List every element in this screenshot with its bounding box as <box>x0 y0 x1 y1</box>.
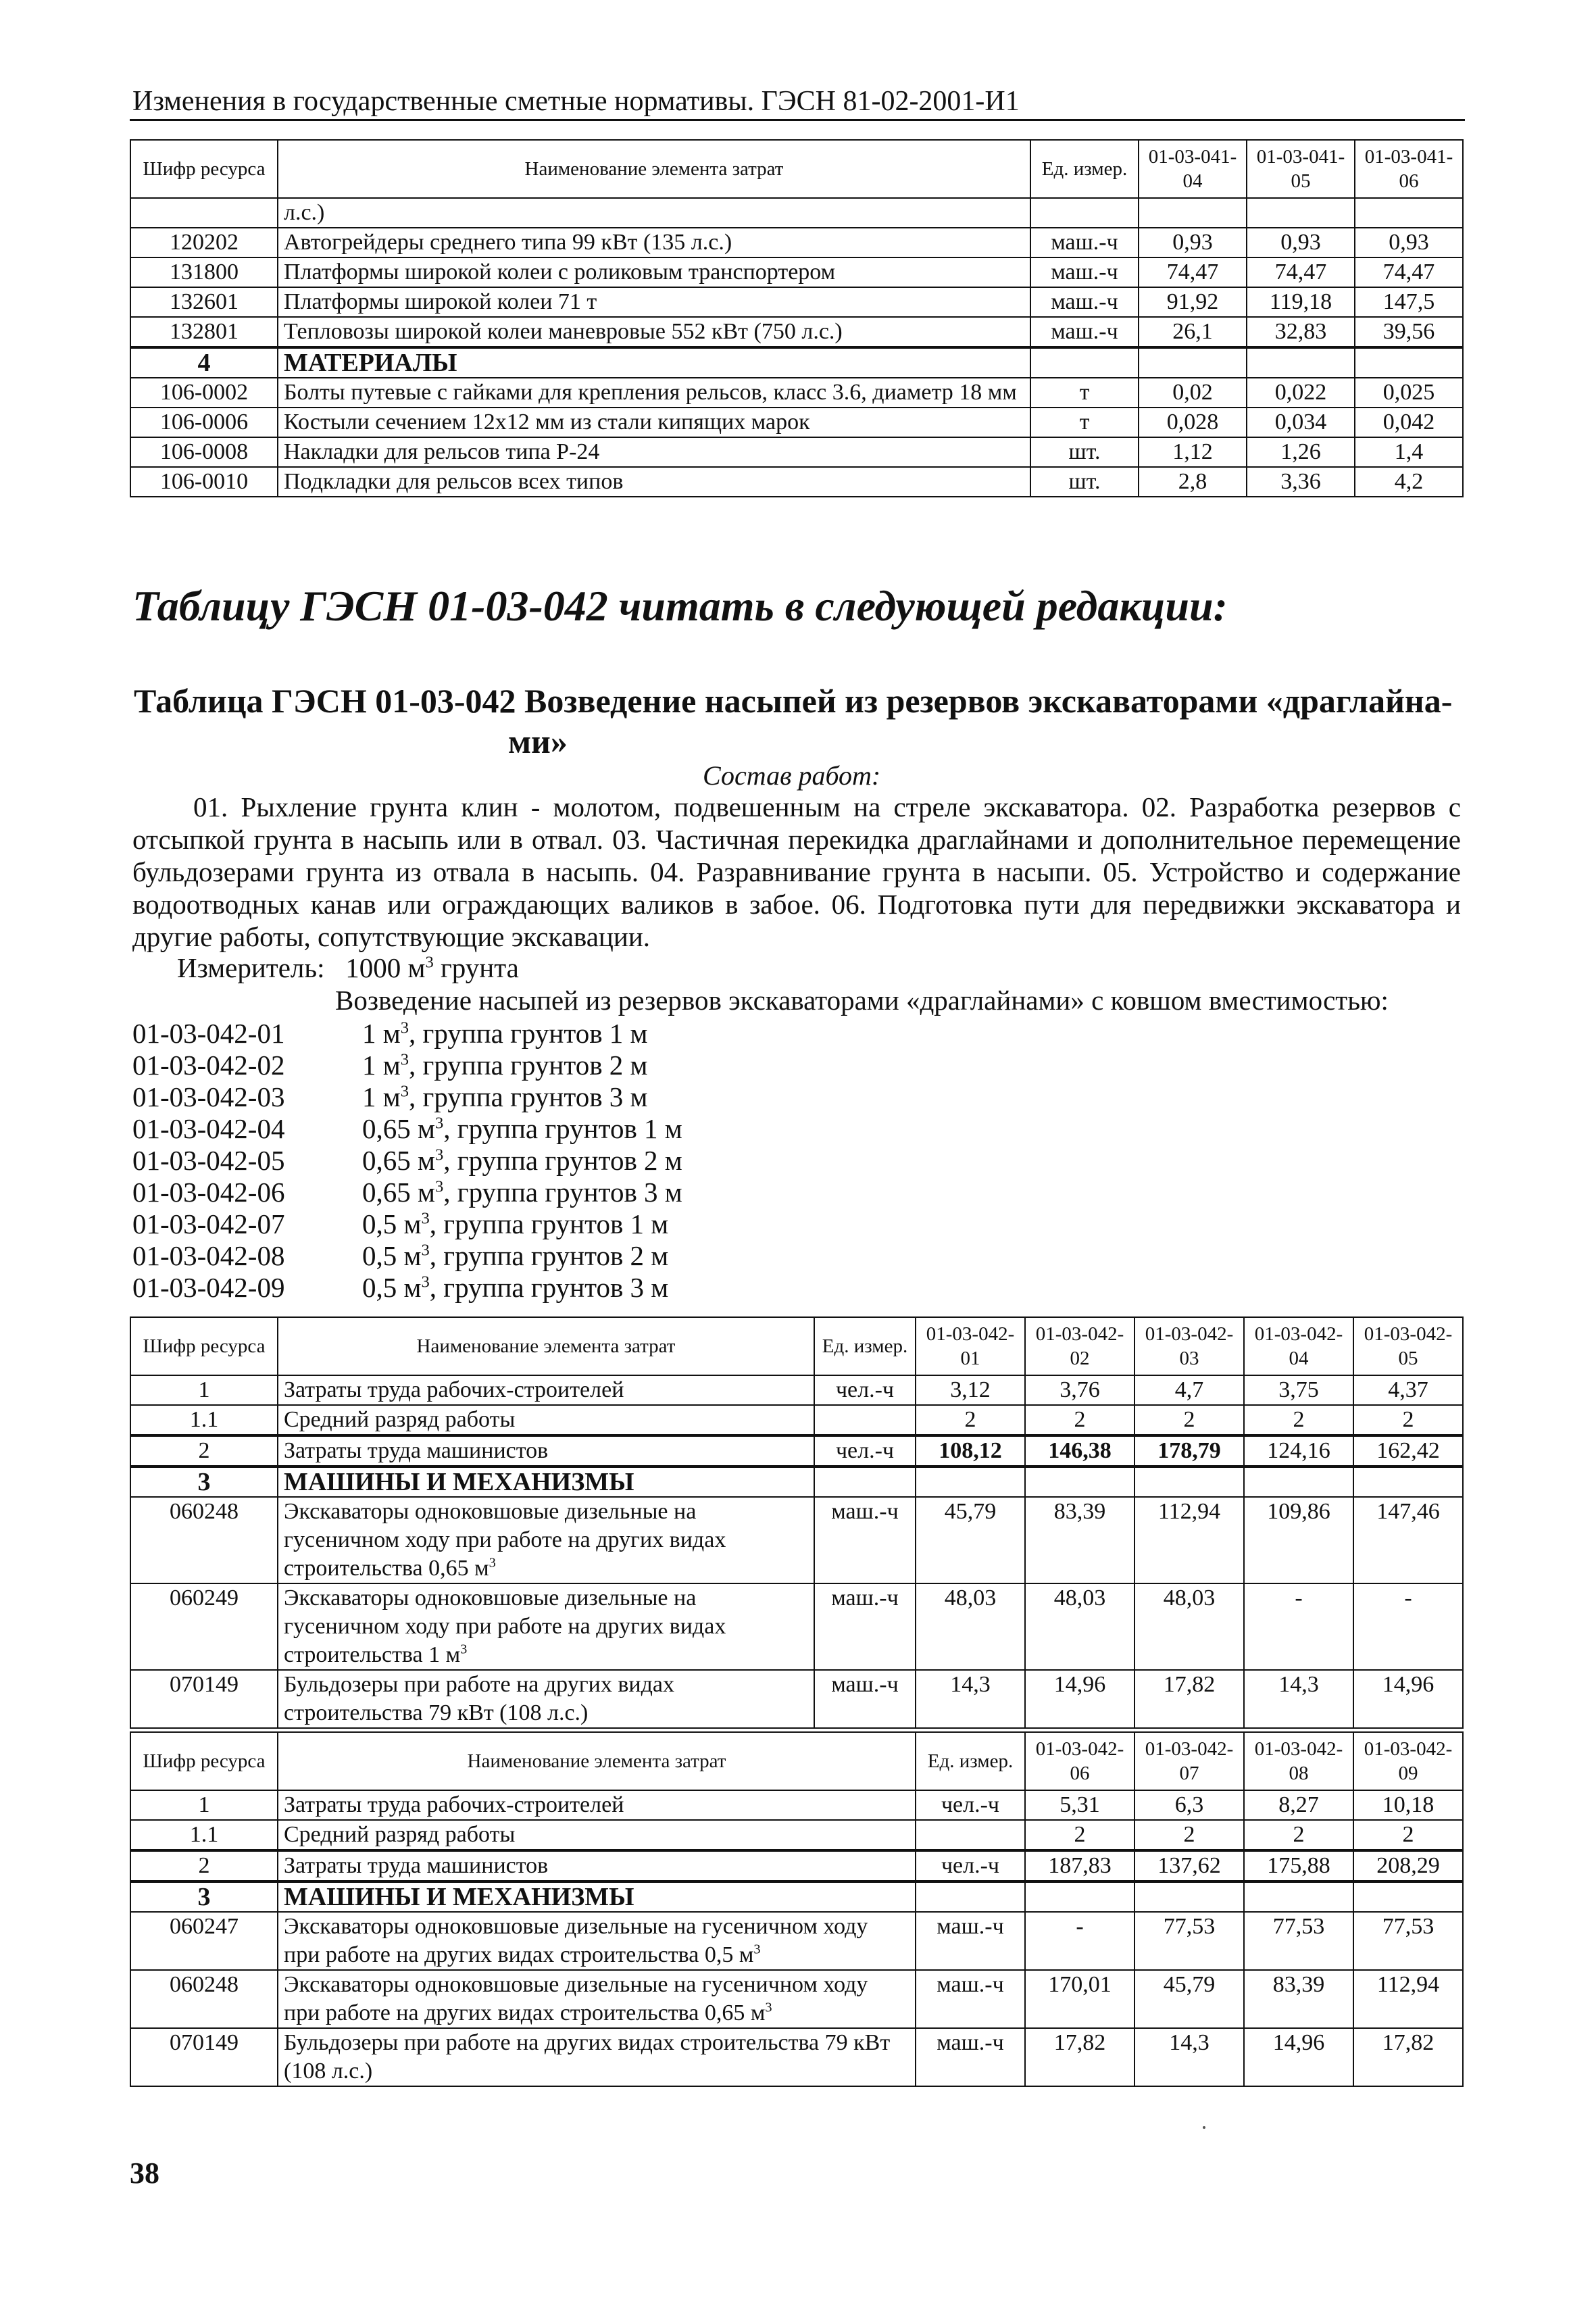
row-value: 14,3 <box>916 1670 1025 1728</box>
row-name: Средний разряд работы <box>278 1405 814 1435</box>
row-unit: чел.-ч <box>916 1850 1025 1881</box>
row-unit: маш.-ч <box>1030 228 1139 257</box>
superscript: 3 <box>489 1555 496 1571</box>
row-value: 0,022 <box>1247 378 1355 408</box>
list-item <box>132 1081 682 1113</box>
row-value: 2 <box>1244 1820 1353 1850</box>
row-code: 2 <box>130 1850 278 1881</box>
header-rule <box>130 119 1465 121</box>
row-unit: маш.-ч <box>1030 317 1139 347</box>
row-name: Средний разряд работы <box>278 1820 916 1850</box>
row-value: 0,028 <box>1139 408 1247 437</box>
list-item <box>132 1145 682 1177</box>
norm-volume: 1 м <box>362 1018 401 1049</box>
col-header-norm: 01-03-042-07 <box>1134 1732 1244 1790</box>
row-value: 2 <box>1025 1405 1134 1435</box>
row-code: 060247 <box>130 1912 278 1970</box>
row-value: 17,82 <box>1134 1670 1244 1728</box>
col-header-norm: 01-03-042-09 <box>1353 1732 1463 1790</box>
superscript: 3 <box>421 1273 430 1291</box>
row-value: 0,034 <box>1247 408 1355 437</box>
row-value: 0,93 <box>1247 228 1355 257</box>
list-item <box>132 1177 682 1208</box>
col-header-code: Шифр ресурса <box>130 140 278 198</box>
row-value: 5,31 <box>1025 1790 1134 1820</box>
table-row <box>130 1912 1463 1970</box>
running-header: Изменения в государственные сметные нормативы. ГЭСН 81-02-2001-И1 <box>132 86 1020 117</box>
row-name-text: Экскаваторы одноковшовые дизельные на гусеничном ходу при работе на других видах строительства 0,65 м <box>284 1499 726 1581</box>
row-value: 91,92 <box>1139 287 1247 317</box>
superscript: 3 <box>765 2000 772 2015</box>
row-unit: маш.-ч <box>916 1970 1025 2028</box>
row-unit <box>916 1820 1025 1850</box>
norm-volume: 0,65 м <box>362 1177 435 1208</box>
superscript: 3 <box>434 1146 444 1164</box>
table-row <box>130 1820 1463 1850</box>
row-code: 2 <box>130 1435 278 1467</box>
row-value: 14,96 <box>1244 2028 1353 2086</box>
row-name: Затраты труда машинистов <box>278 1850 916 1881</box>
norm-code: 01-03-042-04 <box>132 1113 285 1144</box>
measure-unit <box>177 952 519 984</box>
norm-volume: 0,65 м <box>362 1145 435 1176</box>
col-header-norm: 01-03-042-01 <box>916 1317 1025 1375</box>
table-row <box>130 228 1463 257</box>
row-value: 14,3 <box>1244 1670 1353 1728</box>
row-code: 132601 <box>130 287 278 317</box>
list-item <box>132 1240 682 1272</box>
row-value: - <box>1353 1583 1463 1670</box>
row-value: 3,36 <box>1247 467 1355 497</box>
norm-code: 01-03-042-01 <box>132 1018 285 1049</box>
work-composition-label: Состав работ: <box>703 760 881 791</box>
row-value: - <box>1025 1912 1134 1970</box>
row-value: 3,12 <box>916 1375 1025 1405</box>
norm-group: , группа грунтов 2 м <box>443 1145 682 1176</box>
col-header-code: Шифр ресурса <box>130 1317 278 1375</box>
row-value: 147,5 <box>1355 287 1463 317</box>
row-value: 2 <box>1353 1405 1463 1435</box>
row-name: Затраты труда рабочих-строителей <box>278 1375 814 1405</box>
row-name: Автогрейдеры среднего типа 99 кВт (135 л.с.) <box>278 228 1030 257</box>
table-header-row <box>130 140 1463 198</box>
row-unit: маш.-ч <box>1030 257 1139 287</box>
norm-group: , группа грунтов 2 м <box>409 1050 648 1081</box>
norm-code: 01-03-042-07 <box>132 1208 285 1239</box>
list-item <box>132 1208 682 1240</box>
row-value: 187,83 <box>1025 1850 1134 1881</box>
row-unit: маш.-ч <box>1030 287 1139 317</box>
row-code: 060248 <box>130 1970 278 2028</box>
row-name: Тепловозы широкой колеи маневровые 552 кВт (750 л.с.) <box>278 317 1030 347</box>
row-value: 147,46 <box>1353 1497 1463 1583</box>
section-title: МАШИНЫ И МЕХАНИЗМЫ <box>278 1881 916 1912</box>
row-value: 83,39 <box>1244 1970 1353 2028</box>
row-code: 106-0008 <box>130 437 278 467</box>
list-item <box>132 1113 682 1145</box>
col-header-norm: 01-03-042-08 <box>1244 1732 1353 1790</box>
row-unit: т <box>1030 378 1139 408</box>
redaction-note: Таблицу ГЭСН 01-03-042 читать в следующей редакции: <box>132 582 1228 630</box>
row-value: 2 <box>1353 1820 1463 1850</box>
scan-speck <box>1203 2126 1205 2129</box>
row-value: 4,2 <box>1355 467 1463 497</box>
table-title-cont: ми» <box>508 722 568 760</box>
row-value: 137,62 <box>1134 1850 1244 1881</box>
row-code: 106-0010 <box>130 467 278 497</box>
row-value: 2 <box>1244 1405 1353 1435</box>
table-042-a <box>130 1316 1464 1729</box>
col-header-name: Наименование элемента затрат <box>278 1732 916 1790</box>
row-value: 2,8 <box>1139 467 1247 497</box>
row-unit: чел.-ч <box>814 1435 916 1467</box>
section-code: 4 <box>130 347 278 378</box>
norm-volume: 1 м <box>362 1050 401 1081</box>
row-value: 77,53 <box>1353 1912 1463 1970</box>
row-name: Бульдозеры при работе на других видах строительства 79 кВт (108 л.с.) <box>278 1670 814 1728</box>
row-value: 4,37 <box>1353 1375 1463 1405</box>
norm-volume: 0,5 м <box>362 1240 422 1271</box>
row-name: Костыли сечением 12х12 мм из стали кипящих марок <box>278 408 1030 437</box>
row-value: 2 <box>916 1405 1025 1435</box>
row-code: 1.1 <box>130 1405 278 1435</box>
row-name: Платформы широкой колеи с роликовым транспортером <box>278 257 1030 287</box>
row-unit: чел.-ч <box>916 1790 1025 1820</box>
row-value: 208,29 <box>1353 1850 1463 1881</box>
row-name: Подкладки для рельсов всех типов <box>278 467 1030 497</box>
superscript: 3 <box>434 1114 444 1133</box>
row-name: Затраты труда машинистов <box>278 1435 814 1467</box>
row-value: 10,18 <box>1353 1790 1463 1820</box>
table-row <box>130 2028 1463 2086</box>
col-header-unit: Ед. измер. <box>1030 140 1139 198</box>
table-row <box>130 198 1463 228</box>
row-value: 1,12 <box>1139 437 1247 467</box>
norm-code: 01-03-042-08 <box>132 1240 285 1271</box>
row-unit: шт. <box>1030 467 1139 497</box>
col-header-norm: 01-03-042-03 <box>1134 1317 1244 1375</box>
row-value: 109,86 <box>1244 1497 1353 1583</box>
measure-label: Измеритель: <box>177 952 325 983</box>
section-title: МАТЕРИАЛЫ <box>278 347 1030 378</box>
table-row <box>130 1435 1463 1467</box>
norm-code: 01-03-042-09 <box>132 1272 285 1303</box>
page-number: 38 <box>130 2157 159 2190</box>
row-code: 060249 <box>130 1583 278 1670</box>
table-row <box>130 378 1463 408</box>
row-unit: маш.-ч <box>916 1912 1025 1970</box>
col-header-code: Шифр ресурса <box>130 1732 278 1790</box>
row-value: 77,53 <box>1134 1912 1244 1970</box>
row-value: 162,42 <box>1353 1435 1463 1467</box>
superscript: 3 <box>400 1082 409 1101</box>
superscript: 3 <box>425 953 434 972</box>
row-value: 48,03 <box>1134 1583 1244 1670</box>
row-unit: маш.-ч <box>814 1497 916 1583</box>
col-header-norm: 01-03-042-06 <box>1025 1732 1134 1790</box>
row-value: 108,12 <box>916 1435 1025 1467</box>
col-header-norm: 01-03-041-06 <box>1355 140 1463 198</box>
row-code: 060248 <box>130 1497 278 1583</box>
row-value: 0,93 <box>1139 228 1247 257</box>
table-row <box>130 1670 1463 1728</box>
section-title: МАШИНЫ И МЕХАНИЗМЫ <box>278 1467 814 1497</box>
norm-volume: 0,5 м <box>362 1272 422 1303</box>
norm-volume: 0,65 м <box>362 1113 435 1144</box>
row-value: 1,4 <box>1355 437 1463 467</box>
row-value: 45,79 <box>1134 1970 1244 2028</box>
row-value: 112,94 <box>1353 1970 1463 2028</box>
row-name: л.с.) <box>278 198 1030 228</box>
row-value: 74,47 <box>1355 257 1463 287</box>
table-row <box>130 1790 1463 1820</box>
row-value: 14,96 <box>1025 1670 1134 1728</box>
row-name-text: Экскаваторы одноковшовые дизельные на гусеничном ходу при работе на других видах строительства 0,5 м <box>284 1914 868 1967</box>
table-row <box>130 1850 1463 1881</box>
table-header-row <box>130 1732 1463 1790</box>
table-title: Таблица ГЭСН 01-03-042 Возведение насыпей из резервов экскаваторами «драглайна- <box>134 682 1453 720</box>
list-item <box>132 1018 682 1050</box>
table-row <box>130 408 1463 437</box>
col-header-norm: 01-03-041-04 <box>1139 140 1247 198</box>
col-header-norm: 01-03-042-04 <box>1244 1317 1353 1375</box>
row-value: 4,7 <box>1134 1375 1244 1405</box>
col-header-name: Наименование элемента затрат <box>278 1317 814 1375</box>
section-code: 3 <box>130 1881 278 1912</box>
row-unit <box>814 1405 916 1435</box>
row-unit: т <box>1030 408 1139 437</box>
list-item <box>132 1272 682 1304</box>
measure-value: 1000 м <box>345 952 426 983</box>
table-row <box>130 467 1463 497</box>
row-unit: маш.-ч <box>814 1583 916 1670</box>
superscript: 3 <box>400 1050 409 1069</box>
row-value: 74,47 <box>1247 257 1355 287</box>
table-041 <box>130 139 1464 497</box>
row-value: 0,02 <box>1139 378 1247 408</box>
variants-heading: Возведение насыпей из резервов экскаваторами «драглайнами» с ковшом вместимостью: <box>335 985 1389 1016</box>
table-row <box>130 1405 1463 1435</box>
row-name-text: Экскаваторы одноковшовые дизельные на гусеничном ходу при работе на других видах строительства 1 м <box>284 1585 726 1667</box>
row-code: 1 <box>130 1375 278 1405</box>
row-value: 3,75 <box>1244 1375 1353 1405</box>
row-code: 1 <box>130 1790 278 1820</box>
table-row <box>130 437 1463 467</box>
row-value: 39,56 <box>1355 317 1463 347</box>
row-name: Болты путевые с гайками для крепления рельсов, класс 3.6, диаметр 18 мм <box>278 378 1030 408</box>
row-value: 8,27 <box>1244 1790 1353 1820</box>
row-value: 0,025 <box>1355 378 1463 408</box>
superscript: 3 <box>421 1241 430 1260</box>
norm-group: , группа грунтов 3 м <box>409 1081 648 1112</box>
measure-tail: грунта <box>433 952 519 983</box>
row-code: 120202 <box>130 228 278 257</box>
section-row <box>130 1881 1463 1912</box>
row-name: Затраты труда рабочих-строителей <box>278 1790 916 1820</box>
row-name: Накладки для рельсов типа Р-24 <box>278 437 1030 467</box>
superscript: 3 <box>400 1018 409 1037</box>
row-value: 6,3 <box>1134 1790 1244 1820</box>
row-value: 26,1 <box>1139 317 1247 347</box>
section-row <box>130 1467 1463 1497</box>
norm-volume: 0,5 м <box>362 1208 422 1239</box>
row-value: 175,88 <box>1244 1850 1353 1881</box>
row-code: 132801 <box>130 317 278 347</box>
col-header-unit: Ед. измер. <box>814 1317 916 1375</box>
row-unit: маш.-ч <box>814 1670 916 1728</box>
table-row <box>130 257 1463 287</box>
row-value: 74,47 <box>1139 257 1247 287</box>
row-value: 48,03 <box>916 1583 1025 1670</box>
norm-group: , группа грунтов 2 м <box>429 1240 669 1271</box>
row-code: 070149 <box>130 2028 278 2086</box>
norm-code: 01-03-042-02 <box>132 1050 285 1081</box>
norm-group: , группа грунтов 1 м <box>443 1113 682 1144</box>
section-row <box>130 347 1463 378</box>
row-value: 2 <box>1134 1405 1244 1435</box>
table-row <box>130 1970 1463 2028</box>
row-value: 32,83 <box>1247 317 1355 347</box>
list-item <box>132 1050 682 1081</box>
row-value: - <box>1244 1583 1353 1670</box>
superscript: 3 <box>434 1177 444 1196</box>
col-header-norm: 01-03-041-05 <box>1247 140 1355 198</box>
row-value: 14,96 <box>1353 1670 1463 1728</box>
work-composition-text: 01. Рыхление грунта клин - молотом, подвешенным на стреле экскаватора. 02. Разработка резервов с отсыпкой грунта в насыпь или в отвал. 03. Частичная перекидка драглайнами и дополнительное перемещение бульдозерами грунта из отвала в насыпь. 04. Разравнивание грунта в насыпи. 05. Устройство и содержание водоотводных канав или ограждающих валиков в забое. 06. Подготовка пути для передвижки экскаватора и другие работы, сопутствующие экскавации. <box>132 791 1461 952</box>
col-header-name: Наименование элемента затрат <box>278 140 1030 198</box>
superscript: 3 <box>421 1209 430 1228</box>
row-value: 170,01 <box>1025 1970 1134 2028</box>
row-name <box>278 1912 916 1970</box>
row-value: 17,82 <box>1025 2028 1134 2086</box>
row-value: 119,18 <box>1247 287 1355 317</box>
norm-group: , группа грунтов 1 м <box>409 1018 648 1049</box>
row-unit: маш.-ч <box>916 2028 1025 2086</box>
row-value: 3,76 <box>1025 1375 1134 1405</box>
table-row <box>130 1497 1463 1583</box>
row-name: Бульдозеры при работе на других видах строительства 79 кВт (108 л.с.) <box>278 2028 916 2086</box>
norm-group: , группа грунтов 3 м <box>429 1272 669 1303</box>
row-value: 124,16 <box>1244 1435 1353 1467</box>
row-unit: чел.-ч <box>814 1375 916 1405</box>
norm-group: , группа грунтов 3 м <box>443 1177 682 1208</box>
norm-code: 01-03-042-03 <box>132 1081 285 1112</box>
row-value: 14,3 <box>1134 2028 1244 2086</box>
col-header-norm: 01-03-042-05 <box>1353 1317 1463 1375</box>
row-name <box>278 1497 814 1583</box>
row-name <box>278 1583 814 1670</box>
norm-volume: 1 м <box>362 1081 401 1112</box>
row-value: 83,39 <box>1025 1497 1134 1583</box>
superscript: 3 <box>753 1942 761 1957</box>
row-name <box>278 1970 916 2028</box>
table-042-b <box>130 1731 1464 2087</box>
row-code: 131800 <box>130 257 278 287</box>
row-value: 48,03 <box>1025 1583 1134 1670</box>
row-value: 77,53 <box>1244 1912 1353 1970</box>
row-value: 1,26 <box>1247 437 1355 467</box>
row-value: 0,042 <box>1355 408 1463 437</box>
row-unit: шт. <box>1030 437 1139 467</box>
row-name-text: Экскаваторы одноковшовые дизельные на гусеничном ходу при работе на других видах строительства 0,65 м <box>284 1972 868 2025</box>
table-row <box>130 317 1463 347</box>
row-value: 2 <box>1025 1820 1134 1850</box>
row-code: 106-0002 <box>130 378 278 408</box>
norm-code: 01-03-042-06 <box>132 1177 285 1208</box>
superscript: 3 <box>460 1642 468 1657</box>
norm-code: 01-03-042-05 <box>132 1145 285 1176</box>
row-value: 0,93 <box>1355 228 1463 257</box>
table-header-row <box>130 1317 1463 1375</box>
row-code: 070149 <box>130 1670 278 1728</box>
table-row <box>130 1375 1463 1405</box>
row-value: 45,79 <box>916 1497 1025 1583</box>
row-value: 146,38 <box>1025 1435 1134 1467</box>
table-row <box>130 1583 1463 1670</box>
table-row <box>130 287 1463 317</box>
row-value: 178,79 <box>1134 1435 1244 1467</box>
section-code: 3 <box>130 1467 278 1497</box>
row-code: 106-0006 <box>130 408 278 437</box>
row-value: 112,94 <box>1134 1497 1244 1583</box>
col-header-norm: 01-03-042-02 <box>1025 1317 1134 1375</box>
row-code: 1.1 <box>130 1820 278 1850</box>
norm-codes-list <box>132 1018 682 1304</box>
col-header-unit: Ед. измер. <box>916 1732 1025 1790</box>
row-value: 2 <box>1134 1820 1244 1850</box>
norm-group: , группа грунтов 1 м <box>429 1208 669 1239</box>
row-name: Платформы широкой колеи 71 т <box>278 287 1030 317</box>
row-value: 17,82 <box>1353 2028 1463 2086</box>
